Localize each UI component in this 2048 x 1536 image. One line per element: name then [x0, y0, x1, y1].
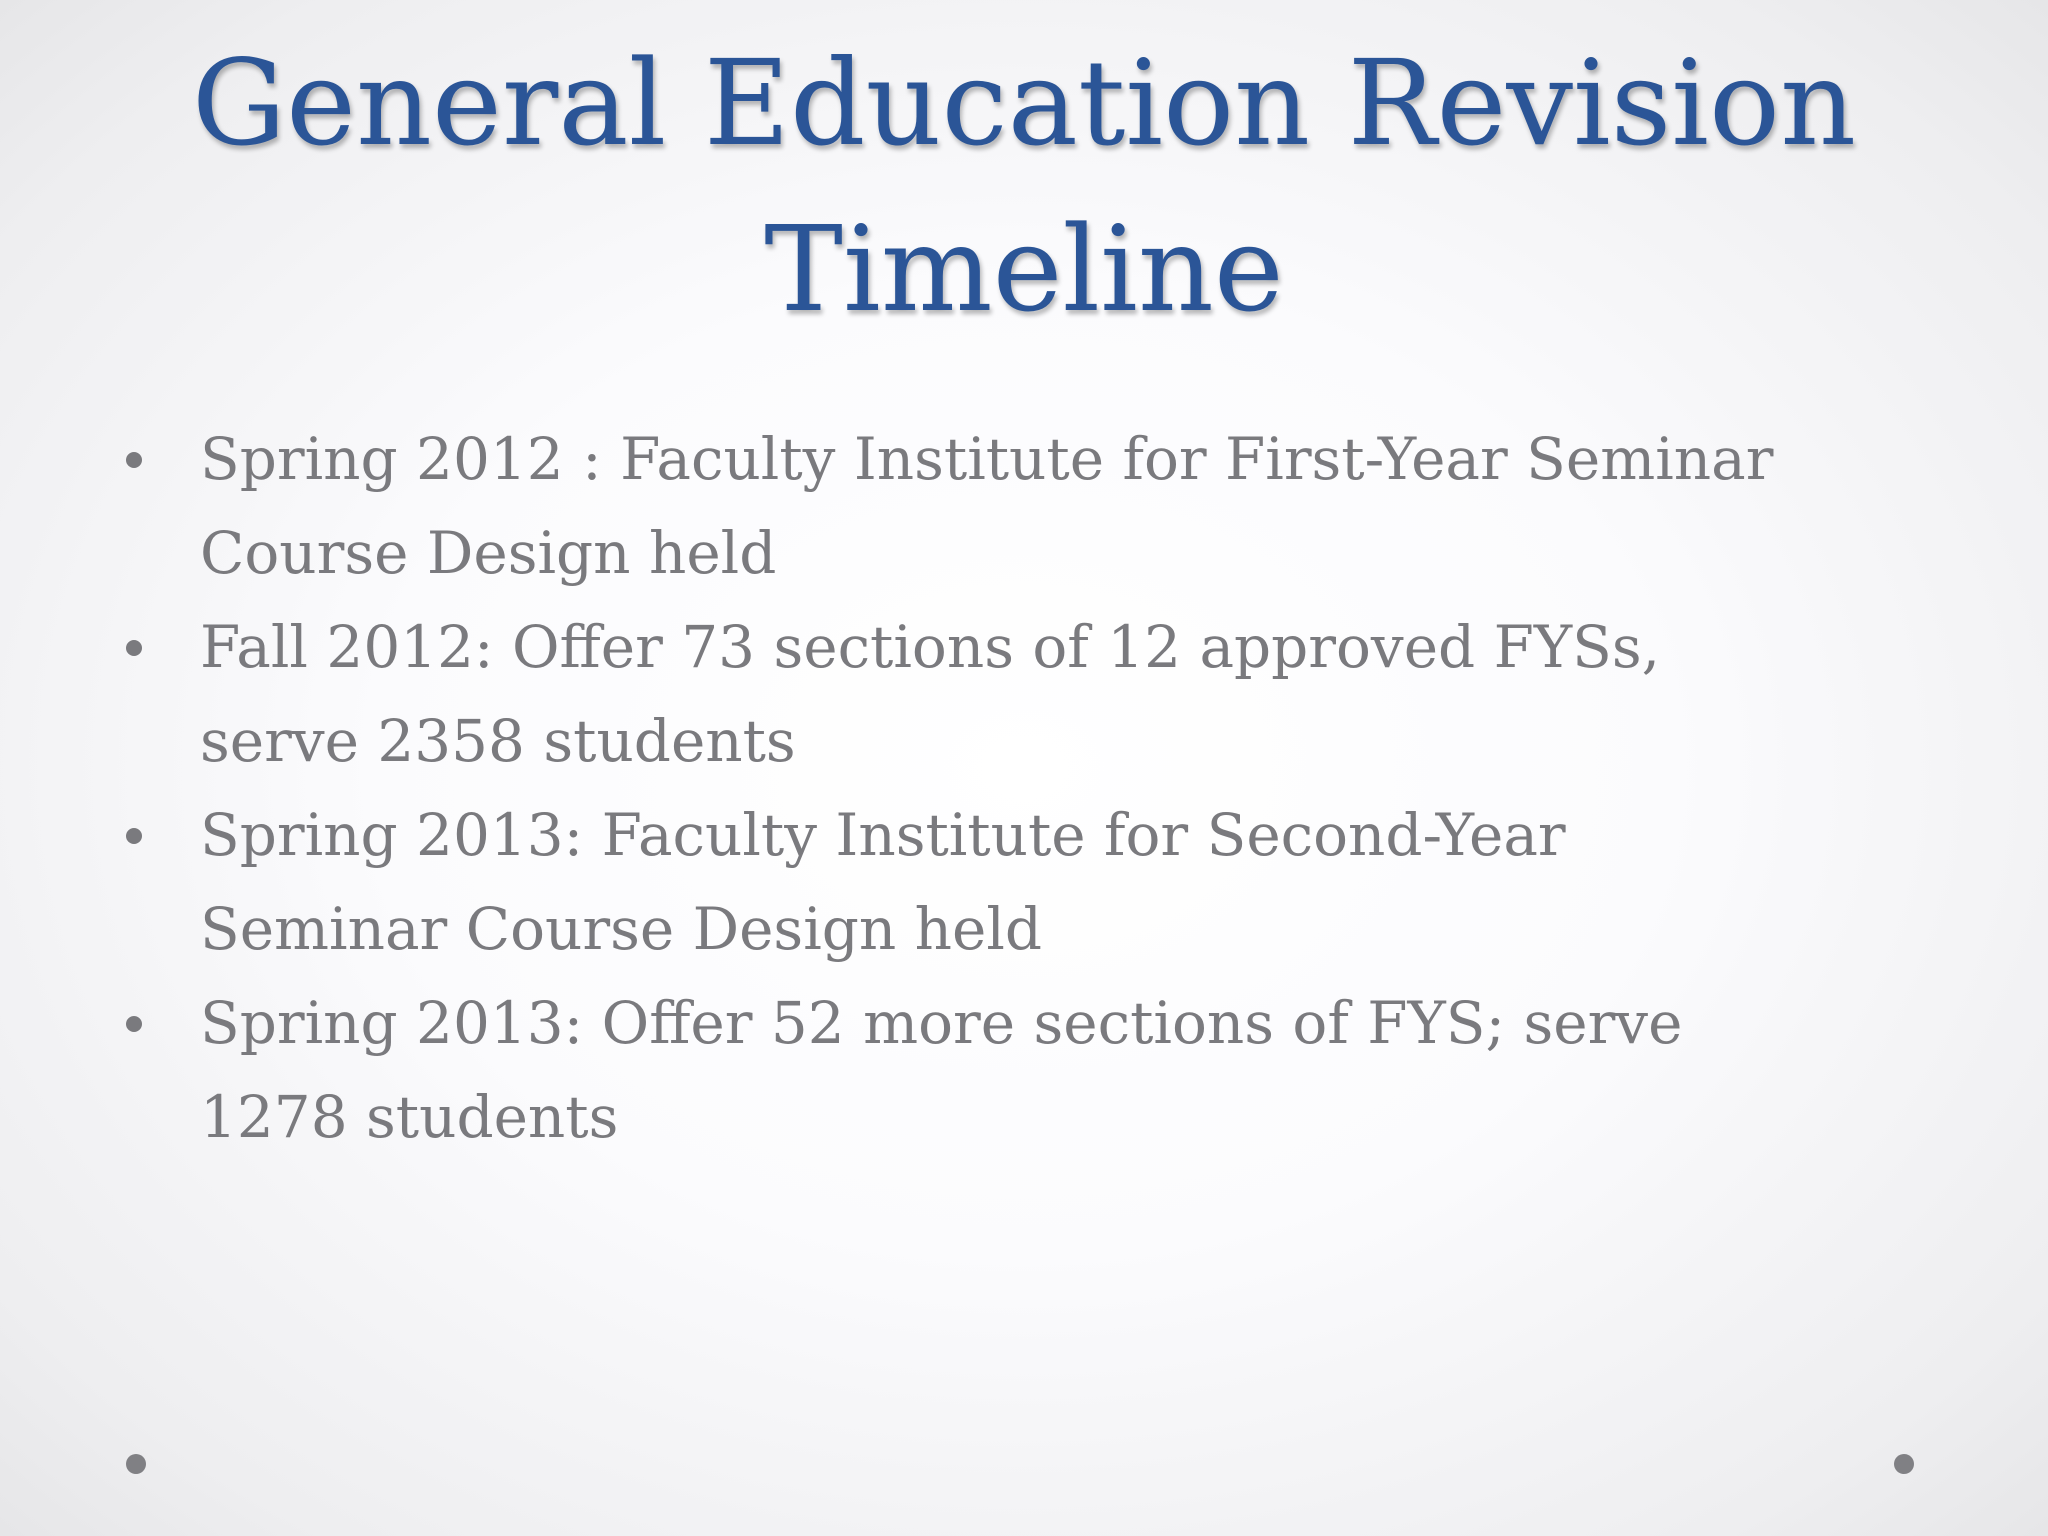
decorative-dot-icon	[1894, 1454, 1914, 1474]
bullet-list	[120, 412, 1820, 1164]
bullet-text: Fall 2012: Offer 73 sections of 12 approved FYSs, serve 2358 students	[200, 613, 1661, 775]
bullet-text: Spring 2013: Faculty Institute for Second-Year Seminar Course Design held	[200, 801, 1566, 963]
bullet-dot-icon	[126, 1016, 142, 1032]
bullet-dot-icon	[126, 640, 142, 656]
slide-title-line-1: General Education Revision	[191, 34, 1857, 172]
bullet-dot-icon	[126, 452, 142, 468]
bullet-text: Spring 2013: Offer 52 more sections of FYS; serve 1278 students	[200, 989, 1683, 1151]
bullet-dot-icon	[126, 828, 142, 844]
bullet-item	[120, 976, 1820, 1164]
bullet-item	[120, 600, 1820, 788]
bullet-item	[120, 788, 1820, 976]
slide-title-line-2: Timeline	[764, 200, 1284, 338]
bullet-item	[120, 412, 1820, 600]
bullet-text: Spring 2012 : Faculty Institute for First-Year Seminar Course Design held	[200, 425, 1774, 587]
decorative-dot-icon	[126, 1454, 146, 1474]
slide-title	[0, 20, 2048, 352]
